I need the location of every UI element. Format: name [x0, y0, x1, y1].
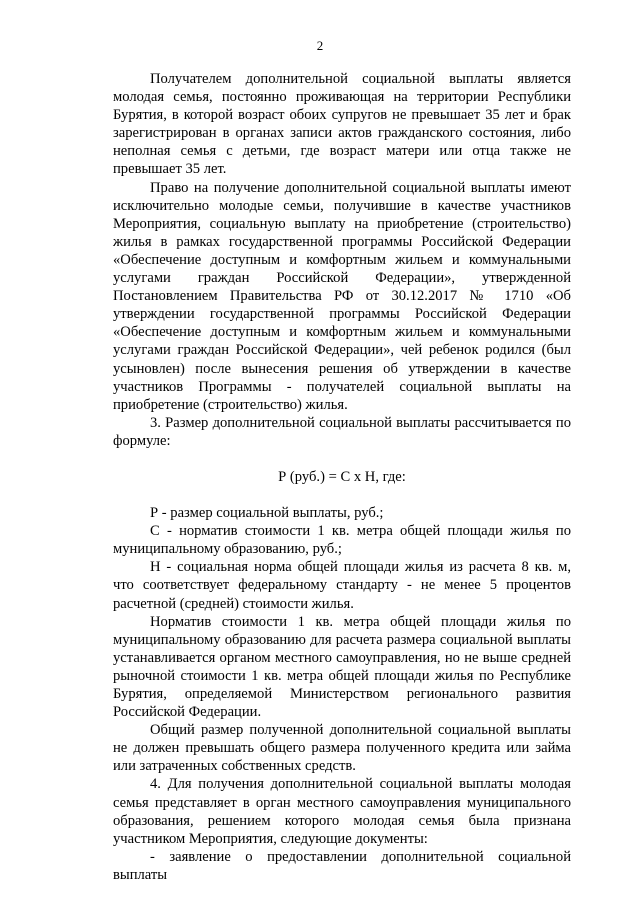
paragraph-recipient: Получателем дополнительной социальной выплаты является молодая семья, постоянно проживающая на территории Республики Бурятия, в которой возраст обоих супругов не превышает 35 лет и брак зарегистрирован в органах записи актов гражданского состояния, либо неполная семья с детьми, где возраст матери или отца также не превышает 35 лет.: [113, 71, 571, 178]
paragraph-documents: 4. Для получения дополнительной социальной выплаты молодая семья представляет в орган местного самоуправления муниципального образования, решением которого молодая семья была признана участником Мероприятия, следующие документы:: [113, 776, 571, 847]
definition-h: Н - социальная норма общей площади жилья из расчета 8 кв. м, что соответствует федеральному стандарту - не менее 5 процентов расчетной (средней) стоимости жилья.: [113, 559, 571, 612]
definition-c: С - норматив стоимости 1 кв. метра общей площади жилья по муниципальному образованию, руб.;: [113, 523, 571, 558]
definition-p: Р - размер социальной выплаты, руб.;: [150, 505, 384, 522]
paragraph-formula-intro: 3. Размер дополнительной социальной выплаты рассчитывается по формуле:: [113, 414, 571, 449]
formula: Р (руб.) = С х Н, где:: [278, 468, 406, 485]
paragraph-norm: Норматив стоимости 1 кв. метра общей площади жилья по муниципальному образованию для расчета размера социальной выплаты устанавливается органом местного самоуправления, но не выше средней рыночной стоимости 1 кв. метра общей площади жилья по Республике Бурятия, определяемой Министерством регионального развития Российской Федерации.: [113, 613, 571, 721]
paragraph-eligibility: Право на получение дополнительной социальной выплаты имеют исключительно молодые семьи, получившие в качестве участников Мероприятия, социальную выплату на приобретение (строительство) жилья в рамках государственной программы Российской Федерации «Обеспечение доступным и комфортным жильем и коммунальными услугами граждан Российской Федерации», утвержденной Постановлением Правительства РФ от 30.12.2017 № 1710 «Об утверждении государственной программы Российской Федерации «Обеспечение доступным и комфортным жильем и коммунальными услугами граждан Российской Федерации», чей ребенок родился (был усыновлен) после вынесения решения об утверждении в качестве участников Программы - получателей социальной выплаты на приобретение (строительство) жилья.: [113, 179, 571, 413]
document-body: [113, 70, 571, 884]
paragraph-total-limit: Общий размер полученной дополнительной социальной выплаты не должен превышать общего размера полученного кредита или займа или затраченных собственных средств.: [113, 722, 571, 775]
list-item-application: - заявление о предоставлении дополнительной социальной выплаты: [113, 848, 571, 883]
page-number: 2: [316, 38, 324, 53]
